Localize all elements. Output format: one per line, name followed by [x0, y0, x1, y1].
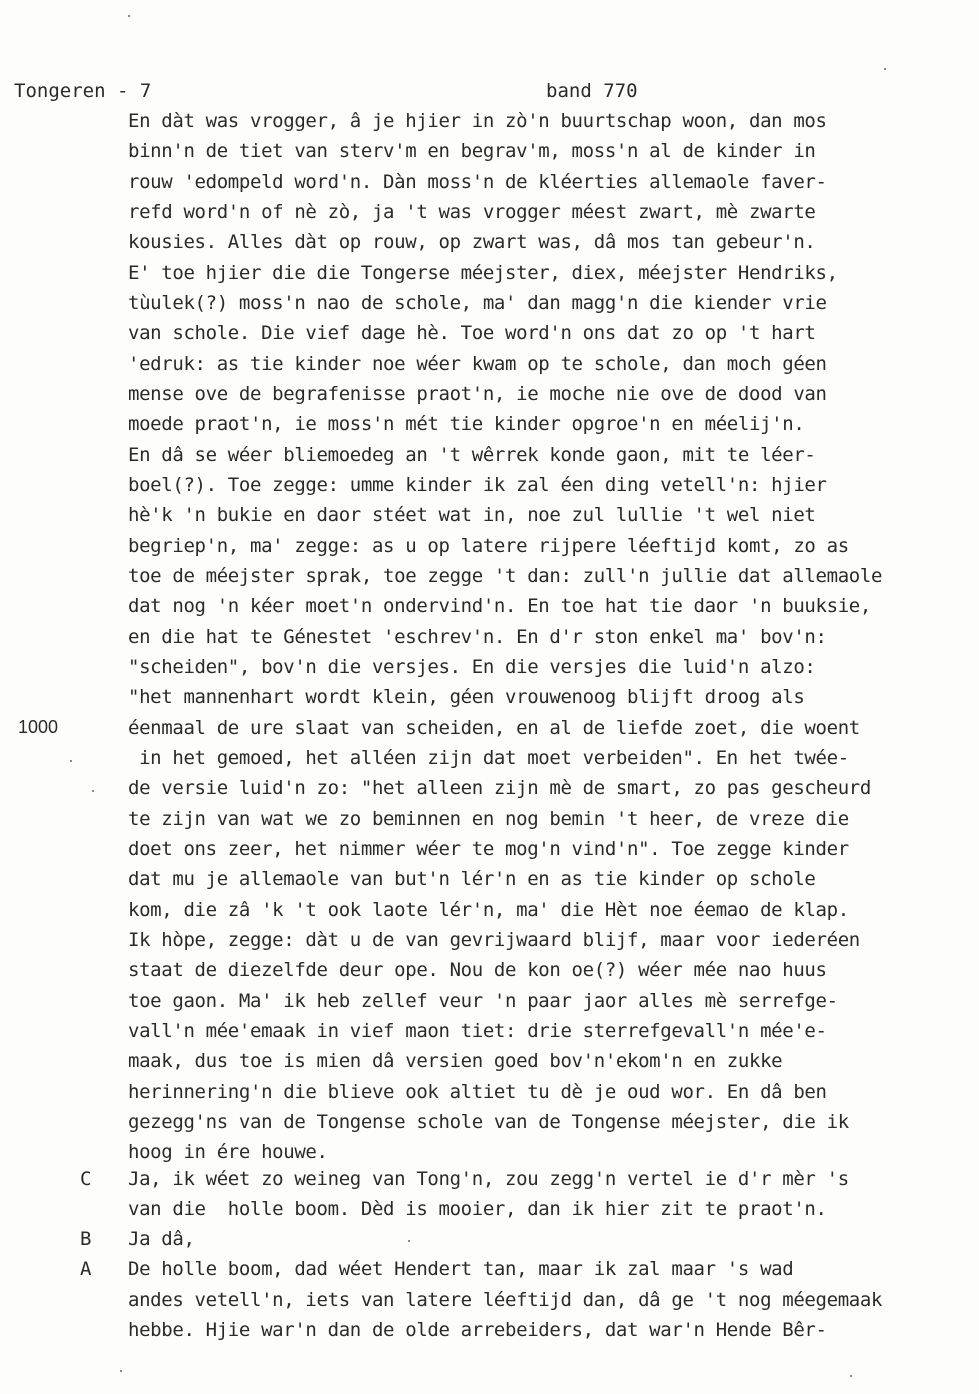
transcript-line: "het mannenhart wordt klein, géen vrouwenoog blijft droog als	[128, 686, 805, 708]
transcript-line: toe de méejster sprak, toe zegge 't dan: zull'n jullie dat allemaole	[128, 565, 883, 587]
transcript-line: en die hat te Génestet 'eschrev'n. En d'r ston enkel ma' bov'n:	[128, 626, 827, 648]
transcript-line: E' toe hjier die die Tongerse méejster, diex, méejster Hendriks,	[128, 262, 838, 284]
transcript-line: hebbe. Hjie war'n dan de olde arrebeiders, dat war'n Hende Bêr-	[128, 1319, 827, 1341]
transcript-line: gezegg'ns van de Tongense schole van de Tongense méejster, die ik	[128, 1111, 849, 1133]
scan-speck	[850, 1375, 852, 1377]
transcript-line: moede praot'n, ie moss'n mét tie kinder opgroe'n en méelij'n.	[128, 413, 805, 435]
transcript-line: staat de diezelfde deur ope. Nou de kon oe(?) wéer mée nao huus	[128, 959, 827, 981]
scan-speck	[884, 68, 886, 70]
transcript-line: hoog in ére houwe.	[128, 1141, 328, 1163]
transcript-line: begriep'n, ma' zegge: as u op latere rijpere léeftijd komt, zo as	[128, 535, 849, 557]
transcript-line: boel(?). Toe zegge: umme kinder ik zal éen ding vetell'n: hjier	[128, 474, 827, 496]
transcript-line: rouw 'edompeld word'n. Dàn moss'n de kléerties allemaole faver-	[128, 171, 827, 193]
transcript-line: dat nog 'n kéer moet'n ondervind'n. En toe hat tie daor 'n buuksie,	[128, 595, 871, 617]
transcript-line: 'edruk: as tie kinder noe wéer kwam op te schole, dan moch géen	[128, 353, 827, 375]
transcript-line: toe gaon. Ma' ik heb zellef veur 'n paar jaor alles mè serrefge-	[128, 990, 838, 1012]
speaker-label-a: A	[80, 1258, 92, 1280]
transcript-line: de versie luid'n zo: "het alleen zijn mè de smart, zo pas gescheurd	[128, 777, 871, 799]
transcript-line: kousies. Alles dàt op rouw, op zwart was, dâ mos tan gebeur'n.	[128, 231, 816, 253]
transcript-line: refd word'n of nè zò, ja 't was vrogger méest zwart, mè zwarte	[128, 201, 816, 223]
transcript-line: éenmaal de ure slaat van scheiden, en al de liefde zoet, die woent	[128, 717, 860, 739]
page-header-left: Tongeren - 7	[14, 80, 152, 102]
transcript-line: mense ove de begrafenisse praot'n, ie moche nie ove de dood van	[128, 383, 827, 405]
transcript-line: dat mu je allemaole van but'n lér'n en as tie kinder op schole	[128, 868, 816, 890]
transcript-line: binn'n de tiet van sterv'm en begrav'm, moss'n al de kinder in	[128, 140, 816, 162]
speaker-label-c: C	[80, 1168, 92, 1190]
transcript-line: andes vetell'n, iets van latere léeftijd dan, dâ ge 't nog méegemaak	[128, 1289, 883, 1311]
scan-speck	[70, 760, 72, 762]
transcript-line: De holle boom, dad wéet Hendert tan, maar ik zal maar 's wad	[128, 1258, 794, 1280]
transcript-line: in het gemoed, het alléen zijn dat moet verbeiden". En het twée-	[128, 747, 849, 769]
scan-speck	[128, 15, 130, 17]
transcript-line: En dâ se wéer bliemoedeg an 't wêrrek konde gaon, mit te léer-	[128, 444, 816, 466]
transcript-line: maak, dus toe is mien dâ versien goed bov'n'ekom'n en zukke	[128, 1050, 783, 1072]
transcript-line: Ja dâ,	[128, 1228, 195, 1250]
transcript-line: "scheiden", bov'n die versjes. En die versjes die luid'n alzo:	[128, 656, 816, 678]
transcript-line: hè'k 'n bukie en daor stéet wat in, noe zul lullie 't wel niet	[128, 504, 816, 526]
transcript-line: te zijn van wat we zo beminnen en nog bemin 't heer, de vreze die	[128, 808, 849, 830]
transcript-line: doet ons zeer, het nimmer wéer te mog'n vind'n". Toe zegge kinder	[128, 838, 849, 860]
scan-speck	[408, 1240, 410, 1242]
speaker-label-b: B	[80, 1228, 92, 1250]
transcript-line: tùulek(?) moss'n nao de schole, ma' dan magg'n die kiender vrie	[128, 292, 827, 314]
scan-speck	[92, 790, 94, 792]
page-header-right: band 770	[546, 80, 638, 102]
transcript-line: En dàt was vrogger, â je hjier in zò'n buurtschap woon, dan mos	[128, 110, 827, 132]
transcript-line: kom, die zâ 'k 't ook laote lér'n, ma' die Hèt noe éemao de klap.	[128, 899, 849, 921]
transcript-line: Ja, ik wéet zo weineg van Tong'n, zou zegg'n vertel ie d'r mèr 's	[128, 1168, 849, 1190]
transcript-line: vall'n mée'emaak in vief maon tiet: drie sterrefgevall'n mée'e-	[128, 1020, 827, 1042]
transcript-line: herinnering'n die blieve ook altiet tu dè je oud wor. En dâ ben	[128, 1081, 827, 1103]
transcript-line: van die holle boom. Dèd is mooier, dan ik hier zit te praot'n.	[128, 1198, 827, 1220]
transcript-line: Ik hòpe, zegge: dàt u de van gevrijwaard blijf, maar voor iederéen	[128, 929, 860, 951]
transcript-line: van schole. Die vief dage hè. Toe word'n ons dat zo op 't hart	[128, 322, 816, 344]
scan-speck	[120, 1370, 122, 1372]
margin-line-number: 1000	[18, 717, 59, 737]
